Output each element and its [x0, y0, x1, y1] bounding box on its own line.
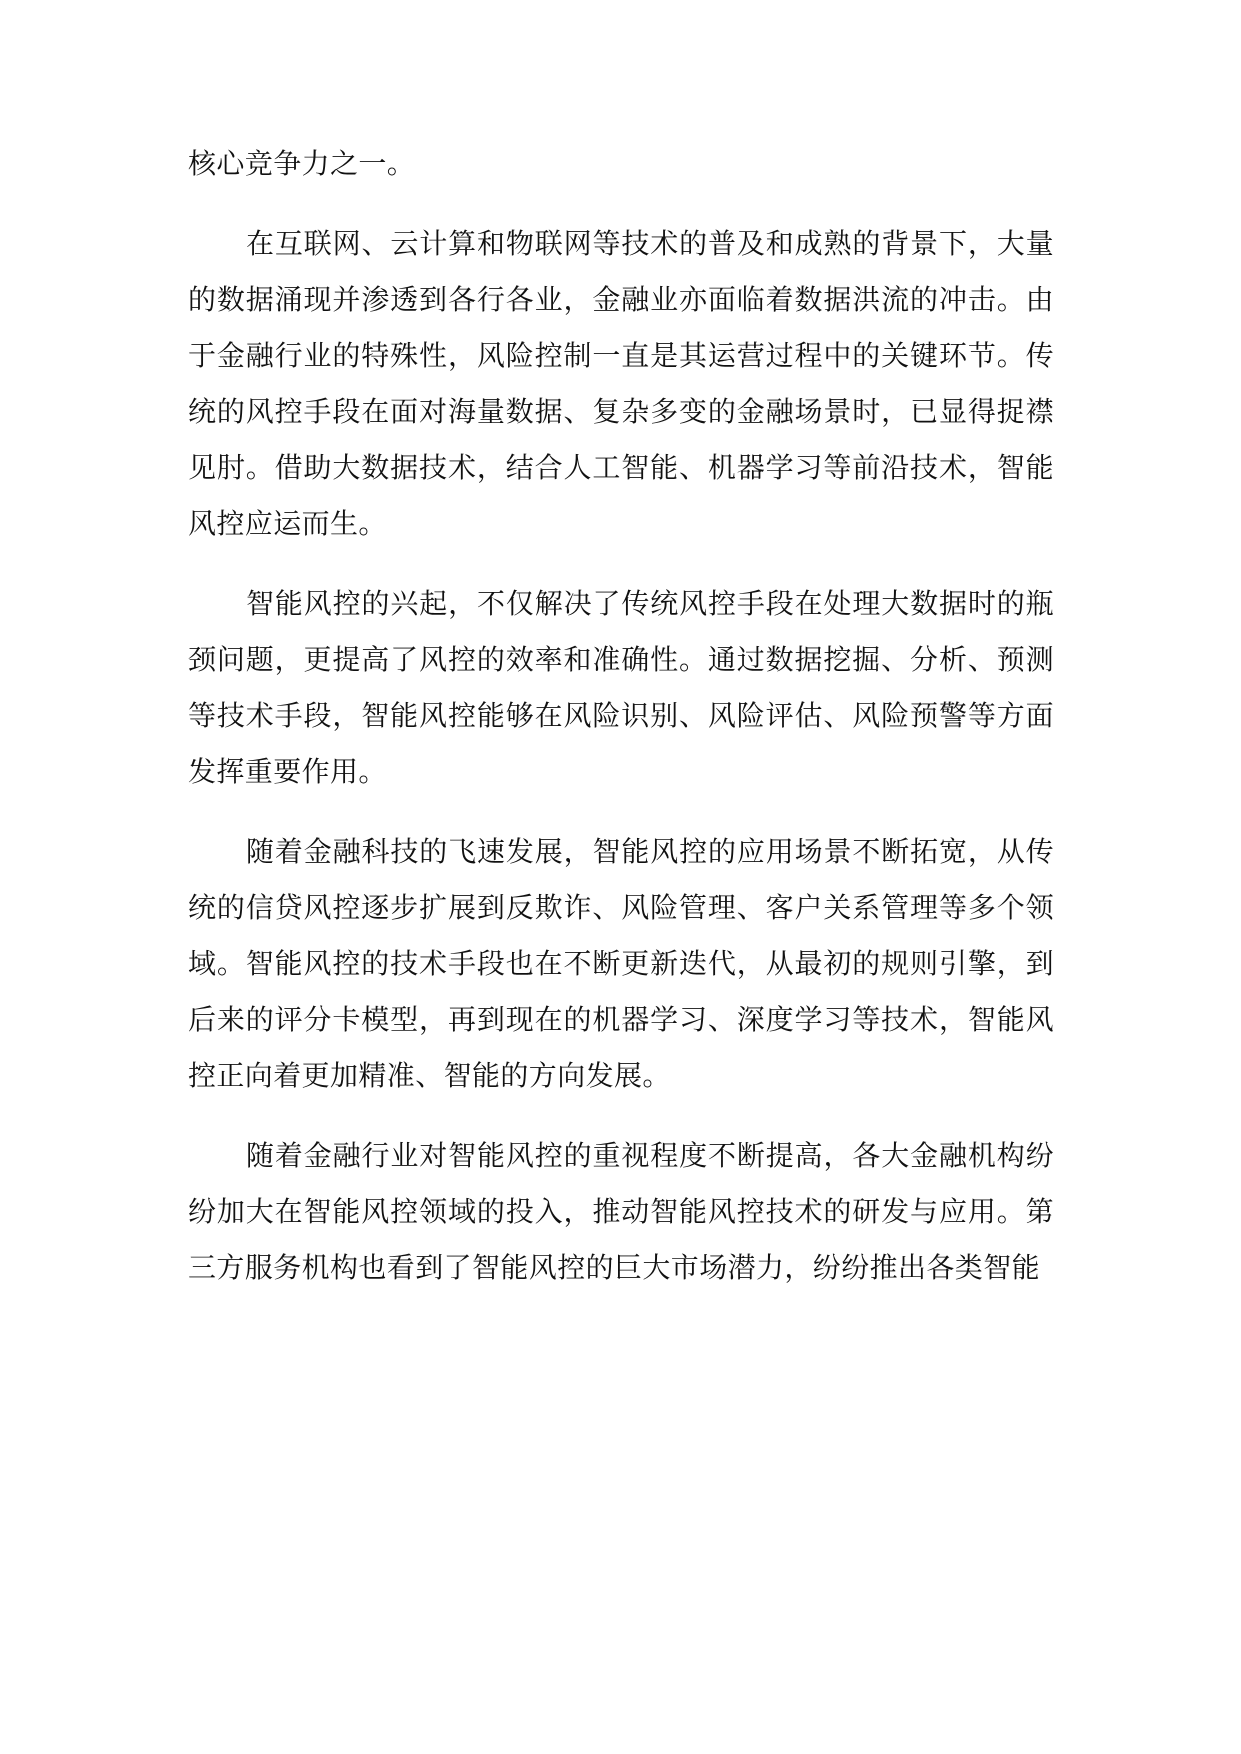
- paragraph: 随着金融行业对智能风控的重视程度不断提高，各大金融机构纷纷加大在智能风控领域的投入，推动智能风控技术的研发与应用。第三方服务机构也看到了智能风控的巨大市场潜力，纷纷推出各类智能: [188, 1139, 1054, 1284]
- paragraph: 在互联网、云计算和物联网等技术的普及和成熟的背景下，大量的数据涌现并渗透到各行各业，金融业亦面临着数据洪流的冲击。由于金融行业的特殊性，风险控制一直是其运营过程中的关键环节。传统的风控手段在面对海量数据、复杂多变的金融场景时，已显得捉襟见肘。借助大数据技术，结合人工智能、机器学习等前沿技术，智能风控应运而生。: [188, 227, 1054, 540]
- document-body: [188, 136, 1054, 1320]
- paragraph-continuation: 核心竞争力之一。: [188, 147, 416, 180]
- paragraph: 智能风控的兴起，不仅解决了传统风控手段在处理大数据时的瓶颈问题，更提高了风控的效率和准确性。通过数据挖掘、分析、预测等技术手段，智能风控能够在风险识别、风险评估、风险预警等方面发挥重要作用。: [188, 587, 1054, 788]
- paragraph: 随着金融科技的飞速发展，智能风控的应用场景不断拓宽，从传统的信贷风控逐步扩展到反欺诈、风险管理、客户关系管理等多个领域。智能风控的技术手段也在不断更新迭代，从最初的规则引擎，到后来的评分卡模型，再到现在的机器学习、深度学习等技术，智能风控正向着更加精准、智能的方向发展。: [188, 835, 1054, 1092]
